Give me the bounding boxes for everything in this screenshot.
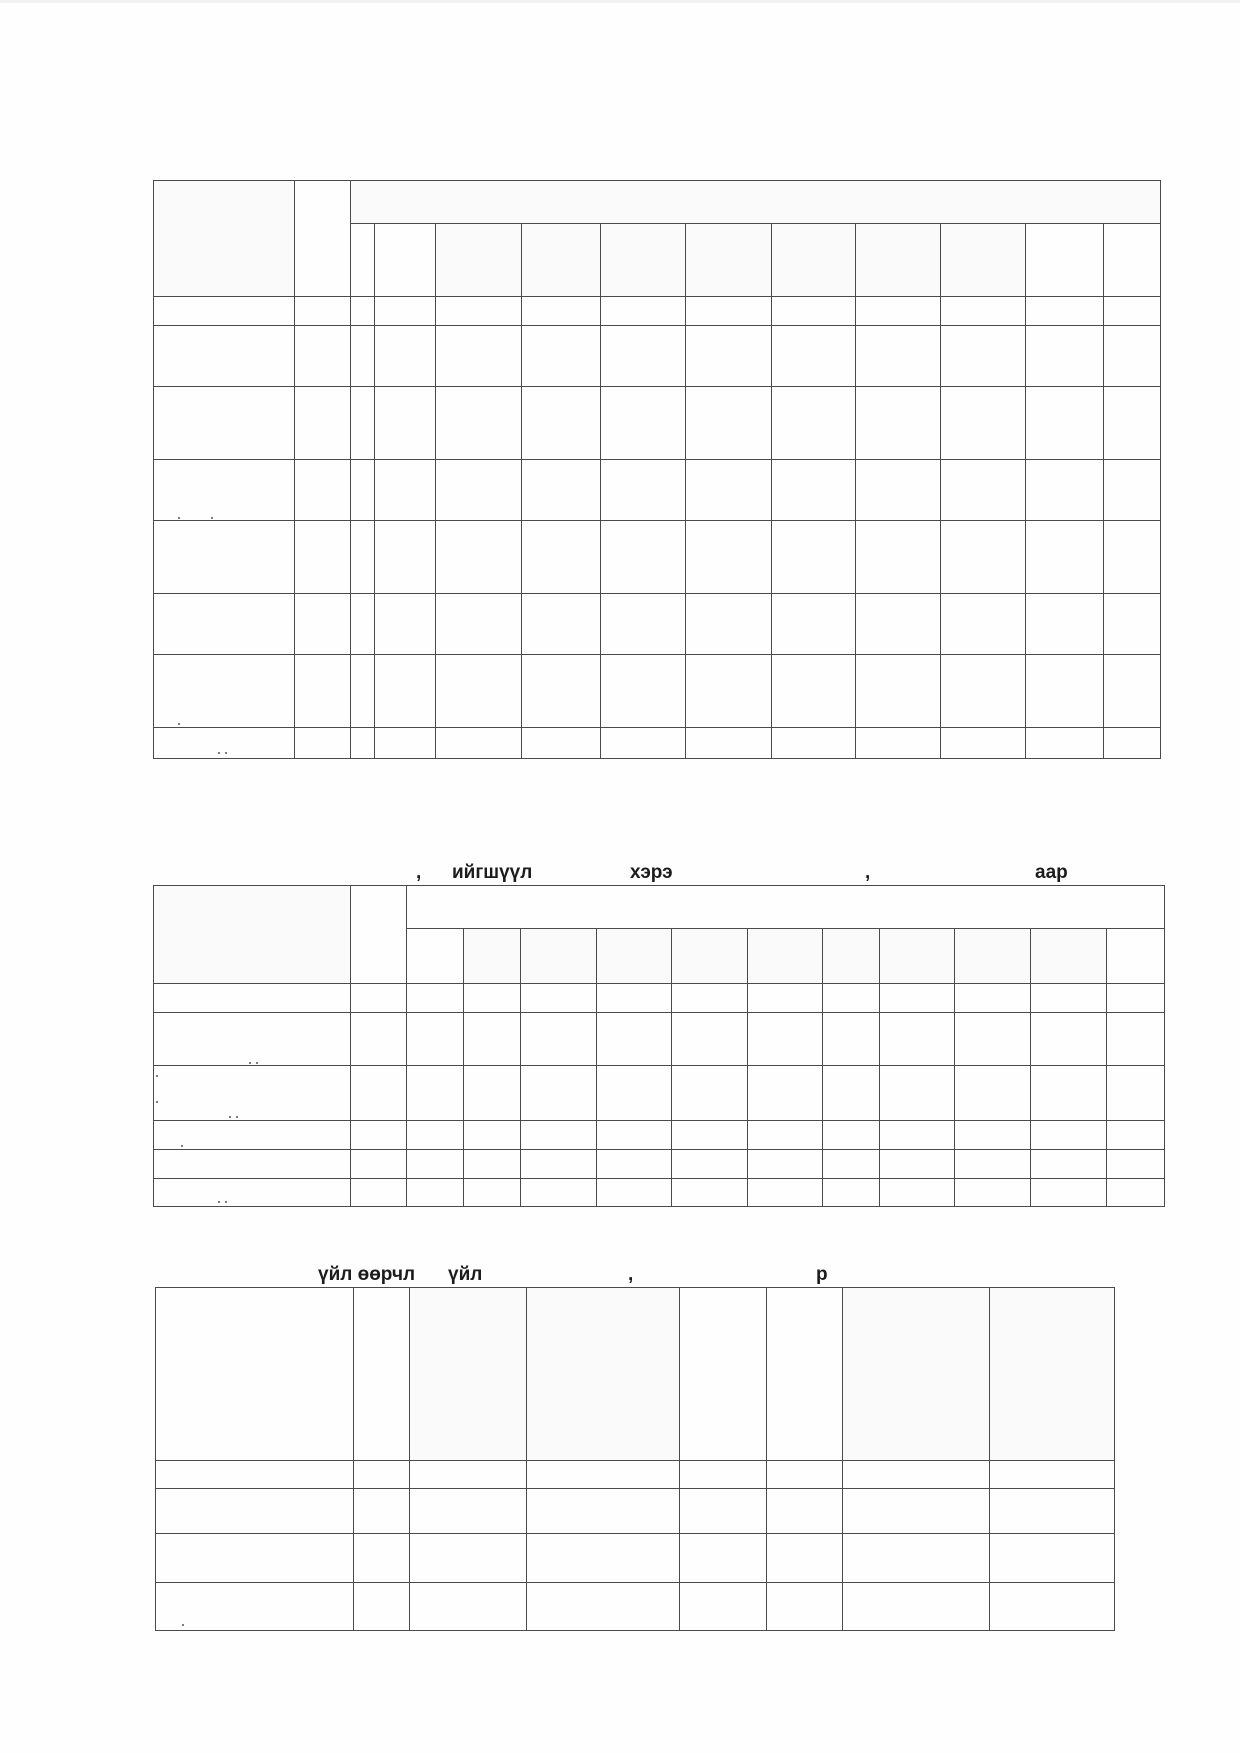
- table-row: [154, 326, 1161, 387]
- table-cell: [154, 594, 295, 655]
- table-cell: [1104, 655, 1161, 728]
- table-row: [154, 387, 1161, 460]
- table-cell: [522, 387, 601, 460]
- table-3-caption-part: үйл өөрчл: [318, 1264, 416, 1285]
- table-cell: [351, 1013, 407, 1066]
- table-cell: [407, 1121, 464, 1150]
- table-cell: [354, 1534, 410, 1583]
- table-cell: [672, 984, 748, 1013]
- table-3-header-cell: [527, 1288, 680, 1461]
- table-cell: [1107, 1013, 1165, 1066]
- table-cell: [941, 297, 1026, 326]
- table-cell: [1026, 728, 1104, 759]
- table-cell: [990, 1583, 1115, 1631]
- table-cell: [1026, 460, 1104, 521]
- table-cell: [375, 521, 436, 594]
- table-2-group-header-cell: [407, 886, 1165, 929]
- table-cell: [680, 1583, 767, 1631]
- table-cell: [772, 387, 856, 460]
- table-cell: [1107, 1121, 1165, 1150]
- table-cell: [354, 1461, 410, 1489]
- table-cell: [880, 1013, 955, 1066]
- scan-speck: [211, 517, 213, 519]
- scan-speck: [218, 1201, 220, 1203]
- table-cell: [941, 326, 1026, 387]
- table-row: [156, 1534, 1115, 1583]
- table-2-subheader-cell: [597, 929, 672, 984]
- table-row: [154, 594, 1161, 655]
- table-cell: [1104, 460, 1161, 521]
- table-cell: [154, 655, 295, 728]
- table-cell: [601, 655, 686, 728]
- table-cell: [1031, 1066, 1107, 1121]
- table-cell: [351, 297, 375, 326]
- table-3-header-cell: [156, 1288, 354, 1461]
- table-row: [156, 1489, 1115, 1534]
- table-cell: [672, 1013, 748, 1066]
- table-cell: [1031, 1179, 1107, 1207]
- table-cell: [154, 460, 295, 521]
- table-cell: [941, 594, 1026, 655]
- table-3-header-cell: [354, 1288, 410, 1461]
- table-cell: [521, 1150, 597, 1179]
- table-cell: [1107, 984, 1165, 1013]
- table-cell: [354, 1489, 410, 1534]
- table-cell: [856, 521, 941, 594]
- table-cell: [601, 297, 686, 326]
- table-cell: [823, 1150, 880, 1179]
- table-cell: [154, 1121, 351, 1150]
- table-cell: [856, 387, 941, 460]
- table-cell: [527, 1534, 680, 1583]
- table-cell: [154, 984, 351, 1013]
- table-cell: [410, 1583, 527, 1631]
- table-cell: [522, 594, 601, 655]
- table-1-header-cell: [154, 181, 295, 297]
- table-cell: [464, 1179, 521, 1207]
- table-1-subheader-cell: [772, 224, 856, 297]
- table-cell: [521, 1121, 597, 1150]
- table-cell: [748, 1150, 823, 1179]
- scan-speck: [229, 1116, 231, 1118]
- table-cell: [597, 1121, 672, 1150]
- table-1-subheader-cell: [375, 224, 436, 297]
- table-1-subheader-cell: [856, 224, 941, 297]
- table-cell: [521, 1179, 597, 1207]
- table-cell: [464, 1066, 521, 1121]
- table-row: [154, 1066, 1165, 1121]
- table-cell: [1031, 1013, 1107, 1066]
- table-1-subheader-cell: [351, 224, 375, 297]
- table-cell: [1026, 521, 1104, 594]
- table-cell: [295, 460, 351, 521]
- table-cell: [680, 1489, 767, 1534]
- table-2-header-cell: [154, 886, 351, 984]
- table-cell: [880, 1179, 955, 1207]
- table-2-subheader-cell: [1107, 929, 1165, 984]
- table-row: [154, 1121, 1165, 1150]
- table-cell: [527, 1489, 680, 1534]
- table-cell: [941, 521, 1026, 594]
- table-2-subheader-cell: [407, 929, 464, 984]
- table-cell: [597, 984, 672, 1013]
- table-1-subheader-cell: [941, 224, 1026, 297]
- table-cell: [156, 1534, 354, 1583]
- table-cell: [464, 984, 521, 1013]
- table-cell: [686, 521, 772, 594]
- table-cell: [522, 460, 601, 521]
- table-cell: [880, 1121, 955, 1150]
- table-cell: [351, 655, 375, 728]
- table-cell: [464, 1150, 521, 1179]
- table-cell: [601, 594, 686, 655]
- table-row: [154, 460, 1161, 521]
- table-cell: [748, 1121, 823, 1150]
- table-cell: [351, 387, 375, 460]
- table-cell: [436, 728, 522, 759]
- table-cell: [941, 460, 1026, 521]
- table-2-subheader-cell: [748, 929, 823, 984]
- table-cell: [436, 521, 522, 594]
- table-row: [154, 655, 1161, 728]
- table-cell: [955, 1121, 1031, 1150]
- table-cell: [843, 1583, 990, 1631]
- table-cell: [1026, 297, 1104, 326]
- table-1: [153, 180, 1161, 759]
- table-row: [154, 1179, 1165, 1207]
- table-2-subheader-cell: [521, 929, 597, 984]
- table-cell: [672, 1179, 748, 1207]
- table-cell: [686, 728, 772, 759]
- table-cell: [154, 728, 295, 759]
- table-cell: [521, 984, 597, 1013]
- table-cell: [436, 594, 522, 655]
- table-2-caption-part: ,: [416, 862, 422, 883]
- table-row: [154, 1150, 1165, 1179]
- table-2-subheader-cell: [880, 929, 955, 984]
- table-cell: [597, 1013, 672, 1066]
- table-cell: [351, 326, 375, 387]
- scan-speck: [178, 723, 180, 725]
- table-cell: [772, 460, 856, 521]
- table-cell: [1104, 521, 1161, 594]
- table-3-caption-part: ,: [628, 1264, 634, 1285]
- table-row: [156, 1461, 1115, 1489]
- table-cell: [410, 1534, 527, 1583]
- table-row: [154, 297, 1161, 326]
- scan-speck: [156, 1101, 158, 1103]
- scan-speck: [256, 1062, 258, 1064]
- table-cell: [856, 655, 941, 728]
- table-cell: [521, 1066, 597, 1121]
- table-cell: [597, 1150, 672, 1179]
- table-cell: [1104, 594, 1161, 655]
- table-cell: [955, 1179, 1031, 1207]
- table-cell: [601, 387, 686, 460]
- table-cell: [672, 1066, 748, 1121]
- table-cell: [941, 728, 1026, 759]
- table-cell: [748, 1179, 823, 1207]
- table-cell: [410, 1461, 527, 1489]
- table-cell: [686, 460, 772, 521]
- table-cell: [990, 1461, 1115, 1489]
- table-1-group-header-cell: [351, 181, 1161, 224]
- table-cell: [375, 728, 436, 759]
- table-2-caption-part: хэрэ: [630, 862, 673, 883]
- table-cell: [772, 728, 856, 759]
- table-cell: [748, 1013, 823, 1066]
- table-row: [156, 1583, 1115, 1631]
- table-cell: [767, 1461, 843, 1489]
- table-cell: [941, 387, 1026, 460]
- table-1-subheader-cell: [601, 224, 686, 297]
- table-cell: [375, 297, 436, 326]
- table-2-header-cell: [351, 886, 407, 984]
- table-cell: [856, 326, 941, 387]
- table-cell: [880, 1066, 955, 1121]
- table-cell: [407, 1150, 464, 1179]
- table-row: [154, 1013, 1165, 1066]
- table-2-subheader-cell: [1031, 929, 1107, 984]
- table-3-header-cell: [410, 1288, 527, 1461]
- table-cell: [407, 1013, 464, 1066]
- table-cell: [941, 655, 1026, 728]
- table-cell: [597, 1179, 672, 1207]
- table-2: [153, 885, 1165, 1207]
- table-cell: [154, 1150, 351, 1179]
- table-cell: [680, 1534, 767, 1583]
- scan-speck: [225, 752, 227, 754]
- table-cell: [1026, 387, 1104, 460]
- table-cell: [1026, 655, 1104, 728]
- table-cell: [156, 1461, 354, 1489]
- table-cell: [354, 1583, 410, 1631]
- table-cell: [375, 387, 436, 460]
- table-cell: [375, 460, 436, 521]
- table-cell: [1031, 984, 1107, 1013]
- table-cell: [436, 655, 522, 728]
- table-cell: [295, 326, 351, 387]
- table-cell: [436, 297, 522, 326]
- scan-speck: [182, 1624, 184, 1626]
- table-cell: [295, 297, 351, 326]
- table-cell: [767, 1534, 843, 1583]
- table-3-header-cell: [990, 1288, 1115, 1461]
- table-cell: [522, 728, 601, 759]
- table-cell: [436, 460, 522, 521]
- table-1-subheader-cell: [686, 224, 772, 297]
- table-cell: [407, 984, 464, 1013]
- table-1-subheader-cell: [436, 224, 522, 297]
- table-3-caption-part: үйл: [448, 1264, 483, 1285]
- table-cell: [375, 594, 436, 655]
- table-cell: [672, 1121, 748, 1150]
- table-cell: [1031, 1121, 1107, 1150]
- table-3-header-row: [156, 1288, 1115, 1461]
- table-cell: [823, 1066, 880, 1121]
- table-1-header-row: [154, 181, 1161, 224]
- table-cell: [521, 1013, 597, 1066]
- table-cell: [1107, 1179, 1165, 1207]
- table-cell: [955, 984, 1031, 1013]
- scan-speck: [236, 1116, 238, 1118]
- table-cell: [686, 297, 772, 326]
- table-cell: [522, 297, 601, 326]
- scan-edge: [0, 0, 1240, 3]
- table-cell: [601, 326, 686, 387]
- table-cell: [436, 326, 522, 387]
- table-cell: [767, 1583, 843, 1631]
- table-cell: [351, 984, 407, 1013]
- table-3-header-cell: [680, 1288, 767, 1461]
- table-cell: [856, 460, 941, 521]
- table-cell: [1104, 297, 1161, 326]
- table-1-subheader-cell: [522, 224, 601, 297]
- table-2-caption-part: ийгшүүл: [452, 862, 533, 883]
- table-3-header-cell: [843, 1288, 990, 1461]
- table-cell: [410, 1489, 527, 1534]
- table-cell: [686, 387, 772, 460]
- table-cell: [601, 728, 686, 759]
- table-cell: [955, 1066, 1031, 1121]
- table-row: [154, 521, 1161, 594]
- table-cell: [772, 326, 856, 387]
- table-1-subheader-cell: [1026, 224, 1104, 297]
- table-cell: [856, 594, 941, 655]
- table-cell: [748, 984, 823, 1013]
- table-cell: [1104, 728, 1161, 759]
- table-cell: [156, 1583, 354, 1631]
- table-cell: [375, 655, 436, 728]
- table-cell: [680, 1461, 767, 1489]
- table-cell: [990, 1534, 1115, 1583]
- table-cell: [686, 655, 772, 728]
- table-cell: [375, 326, 436, 387]
- table-cell: [772, 521, 856, 594]
- table-cell: [351, 1066, 407, 1121]
- table-cell: [351, 728, 375, 759]
- table-cell: [955, 1013, 1031, 1066]
- table-cell: [154, 1013, 351, 1066]
- table-cell: [672, 1150, 748, 1179]
- scan-speck: [181, 1145, 183, 1147]
- table-2-caption-part: аар: [1035, 862, 1068, 883]
- table-cell: [772, 297, 856, 326]
- table-cell: [436, 387, 522, 460]
- scan-speck: [218, 752, 220, 754]
- table-row: [154, 984, 1165, 1013]
- table-2-header-row: [154, 886, 1165, 929]
- table-cell: [597, 1066, 672, 1121]
- table-cell: [154, 387, 295, 460]
- table-cell: [823, 1013, 880, 1066]
- table-cell: [351, 460, 375, 521]
- table-1-header-cell: [295, 181, 351, 297]
- table-cell: [955, 1150, 1031, 1179]
- table-cell: [154, 521, 295, 594]
- table-cell: [156, 1489, 354, 1534]
- table-cell: [843, 1534, 990, 1583]
- table-cell: [823, 1121, 880, 1150]
- table-cell: [1026, 326, 1104, 387]
- table-3: [155, 1287, 1115, 1631]
- table-cell: [522, 655, 601, 728]
- table-cell: [1107, 1066, 1165, 1121]
- table-cell: [1031, 1150, 1107, 1179]
- scan-speck: [178, 517, 180, 519]
- table-1-subheader-cell: [1104, 224, 1161, 297]
- table-cell: [522, 326, 601, 387]
- table-row: [154, 728, 1161, 759]
- table-cell: [880, 1150, 955, 1179]
- table-cell: [295, 387, 351, 460]
- scan-speck: [249, 1062, 251, 1064]
- table-cell: [295, 594, 351, 655]
- table-cell: [823, 984, 880, 1013]
- table-cell: [295, 521, 351, 594]
- table-cell: [1026, 594, 1104, 655]
- table-2-subheader-cell: [672, 929, 748, 984]
- table-cell: [601, 460, 686, 521]
- table-cell: [856, 728, 941, 759]
- table-3-caption-part: р: [816, 1264, 828, 1285]
- table-cell: [464, 1121, 521, 1150]
- table-cell: [464, 1013, 521, 1066]
- scan-speck: [156, 1075, 158, 1077]
- table-2-subheader-cell: [955, 929, 1031, 984]
- table-cell: [880, 984, 955, 1013]
- table-cell: [522, 521, 601, 594]
- table-cell: [351, 594, 375, 655]
- table-cell: [772, 655, 856, 728]
- table-cell: [843, 1489, 990, 1534]
- table-2-caption-part: ,: [865, 862, 871, 883]
- table-cell: [351, 1150, 407, 1179]
- table-2-subheader-cell: [823, 929, 880, 984]
- table-cell: [990, 1489, 1115, 1534]
- table-cell: [351, 1121, 407, 1150]
- table-cell: [601, 521, 686, 594]
- table-cell: [154, 297, 295, 326]
- table-cell: [351, 1179, 407, 1207]
- table-cell: [686, 326, 772, 387]
- table-cell: [748, 1066, 823, 1121]
- table-cell: [154, 326, 295, 387]
- table-cell: [1104, 326, 1161, 387]
- table-cell: [295, 728, 351, 759]
- table-cell: [843, 1461, 990, 1489]
- table-cell: [154, 1066, 351, 1121]
- table-2-subheader-cell: [464, 929, 521, 984]
- table-cell: [856, 297, 941, 326]
- table-3-header-cell: [767, 1288, 843, 1461]
- table-cell: [686, 594, 772, 655]
- table-cell: [527, 1461, 680, 1489]
- table-cell: [407, 1179, 464, 1207]
- table-cell: [407, 1066, 464, 1121]
- scan-speck: [225, 1201, 227, 1203]
- table-cell: [527, 1583, 680, 1631]
- table-cell: [295, 655, 351, 728]
- table-cell: [772, 594, 856, 655]
- table-cell: [823, 1179, 880, 1207]
- table-cell: [1104, 387, 1161, 460]
- table-cell: [154, 1179, 351, 1207]
- table-cell: [1107, 1150, 1165, 1179]
- table-cell: [767, 1489, 843, 1534]
- table-cell: [351, 521, 375, 594]
